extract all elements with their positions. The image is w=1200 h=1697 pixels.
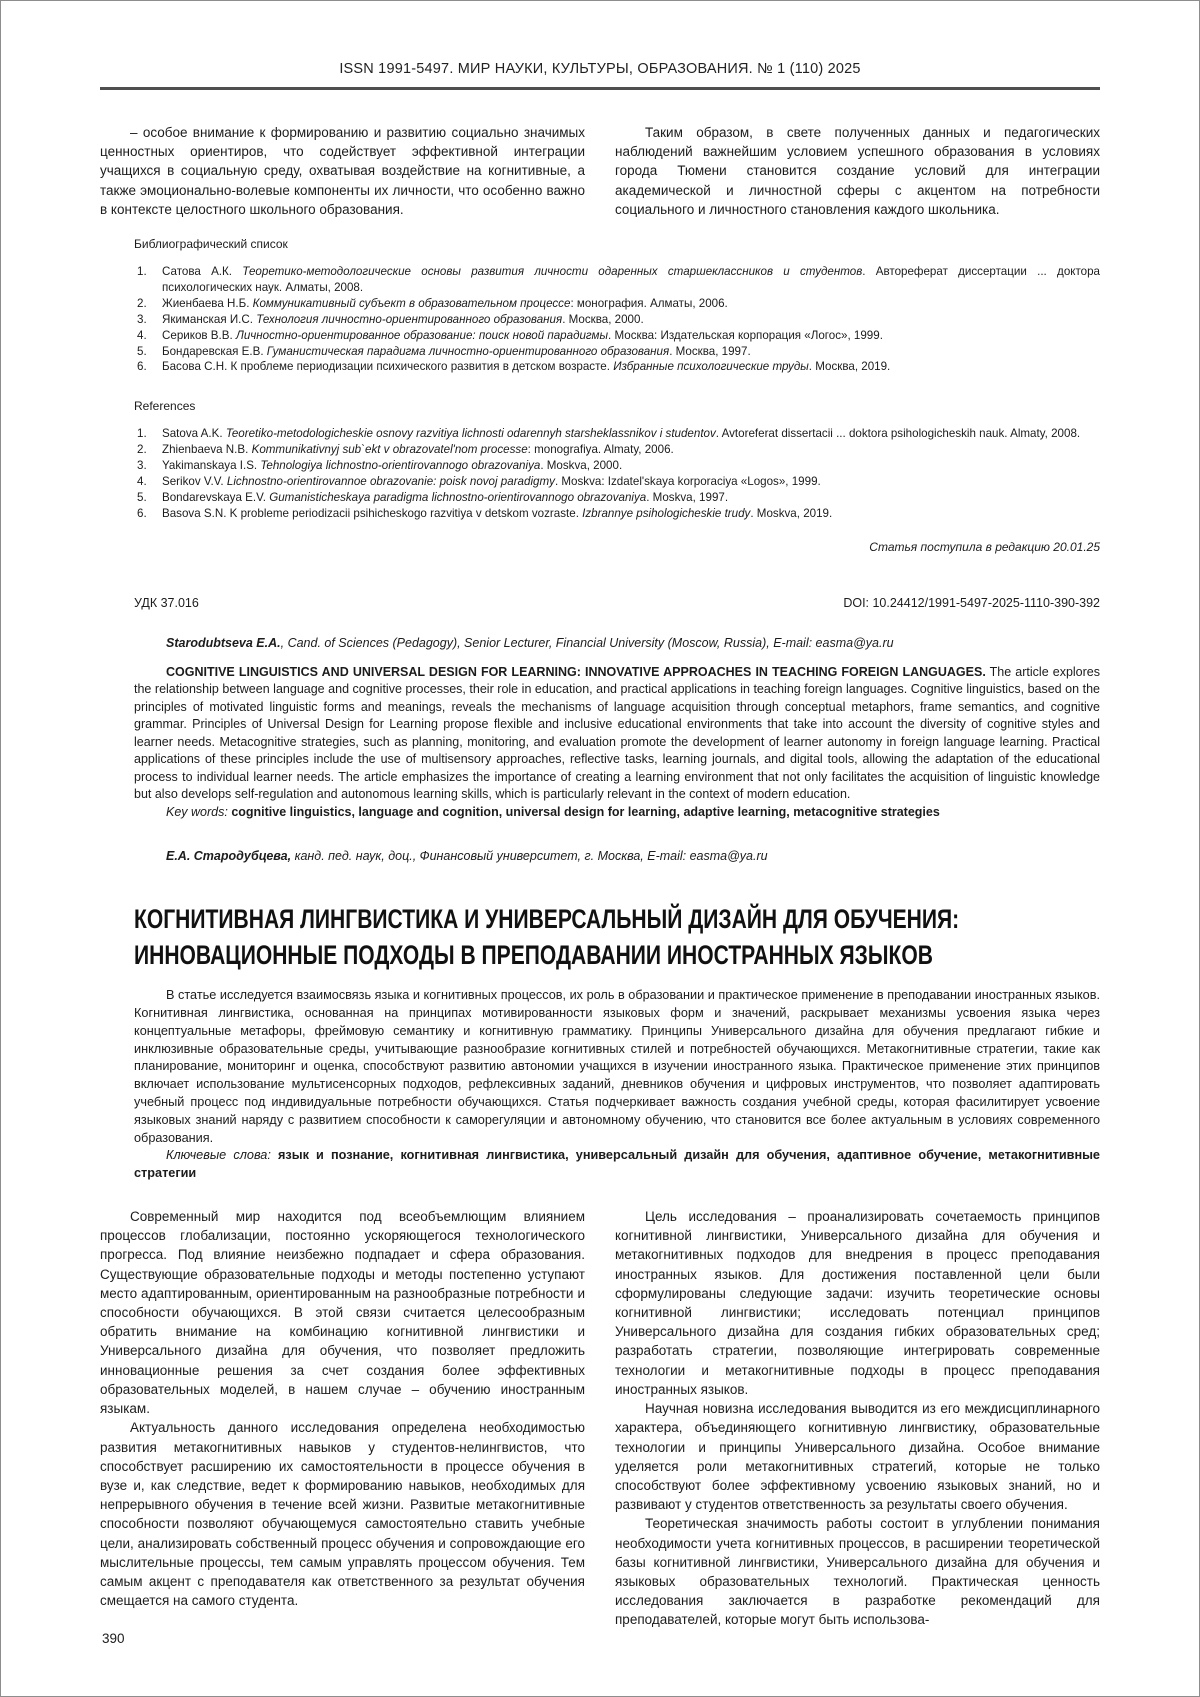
reference-item: Жиенбаева Н.Б. Коммуникативный субъект в образовательном процессе: монография. Алматы, 2006.	[162, 296, 728, 310]
abstract-en-title: COGNITIVE LINGUISTICS AND UNIVERSAL DESIGN FOR LEARNING: INNOVATIVE APPROACHES IN TEACHING FOREIGN LANGUAGES.	[166, 664, 986, 679]
article-title	[134, 901, 1100, 973]
body-left-column	[100, 1207, 585, 1629]
reference-item: Сатова А.К. Теоретико-методологические основы развития личности одаренных старшеклассников и студентов. Автореферат диссертации ... доктора психологических наук. Алматы, 2008.	[162, 265, 1100, 294]
reference-item: Bondarevskaya E.V. Gumanisticheskaya paradigma lichnostno-orientirovannogo obrazovaniya. Moskva, 1997.	[162, 490, 729, 504]
keywords-en-label: Key words:	[166, 804, 228, 819]
keywords-ru	[134, 1147, 1100, 1183]
keywords-en-text: cognitive linguistics, language and cognition, universal design for learning, adaptive learning, metacognitive strategies	[227, 804, 940, 819]
bibliography-title: Библиографический список	[134, 237, 288, 252]
intro-right-paragraph: Таким образом, в свете полученных данных и педагогических наблюдений важнейшим условием успешного образования в условиях города Тюмени становится создание условий для интеграции академической и личностной сферы с акцентом на потребности социального и личностного становления каждого школьника.	[615, 125, 1100, 217]
keywords-en	[134, 804, 1100, 822]
intro-section	[100, 123, 1100, 219]
author-name-en: Starodubtseva E.A.	[166, 635, 281, 650]
reference-item: Yakimanskaya I.S. Tehnologiya lichnostno-orientirovannogo obrazovaniya. Moskva, 2000.	[162, 459, 623, 473]
received-note: Статья поступила в редакцию 20.01.25	[869, 539, 1100, 554]
journal-header: ISSN 1991-5497. МИР НАУКИ, КУЛЬТУРЫ, ОБРАЗОВАНИЯ. № 1 (110) 2025	[339, 61, 861, 77]
intro-left-column	[100, 123, 585, 219]
body-paragraph: Научная новизна исследования выводится из его междисциплинарного характера, объединяющего когнитивную лингвистику, образовательные технологии и принципы Универсального дизайна. Особое внимание уделяется роли метакогнитивных стратегий, которые не только способствуют более эффективному усвоению языковых знаний, но и развивают у студентов ответственность за результаты своего обучения.	[615, 1401, 1100, 1513]
reference-item: Басова С.Н. К проблеме периодизации психического развития в детском возрасте. Избранные психологические труды. Москва, 2019.	[162, 360, 891, 374]
udc-label: УДК 37.016	[134, 595, 199, 610]
article-title-line-1: КОГНИТИВНАЯ ЛИНГВИСТИКА И УНИВЕРСАЛЬНЫЙ ДИЗАЙН ДЛЯ ОБУЧЕНИЯ:	[134, 904, 960, 935]
intro-left-paragraph: – особое внимание к формированию и развитию социально значимых ценностных ориентиров, что содействует эффективной интеграции учащихся в социальную среду, охватывая воздействие на когнитивные, а также эмоционально-волевые компоненты их личности, что особенно важно в контексте целостного школьного образования.	[100, 125, 585, 217]
author-name-ru: Е.А. Стародубцева,	[166, 849, 292, 864]
reference-item: Satova A.K. Teoretiko-metodologicheskie osnovy razvitiya lichnosti odarennyh starsheklassnikov i studentov. Avtoreferat dissertacii ... doktora psihologicheskih nauk. Almaty, 2008.	[162, 427, 1081, 441]
author-affiliation-ru: канд. пед. наук, доц., Финансовый университет, г. Москва, E-mail: easma@ya.ru	[291, 849, 768, 864]
author-affiliation-en: , Cand. of Sciences (Pedagogy), Senior Lecturer, Financial University (Moscow, Russia), E-mail: easma@ya.ru	[280, 635, 894, 650]
references-title: References	[134, 399, 196, 414]
keywords-ru-label: Ключевые слова:	[166, 1148, 271, 1163]
body-paragraph: Теоретическая значимость работы состоит в углублении понимания необходимости учета когнитивных процессов, в расширении теоретической базы когнитивной лингвистики, Универсального дизайна для обучения и языковых образовательных технологий. Практическая ценность исследования заключается в разработке рекомендаций для преподавателей, которые могут быть использова-	[615, 1516, 1100, 1628]
header-rule	[100, 87, 1100, 90]
article-title-line-2: ИННОВАЦИОННЫЕ ПОДХОДЫ В ПРЕПОДАВАНИИ ИНОСТРАННЫХ ЯЗЫКОВ	[134, 940, 933, 971]
reference-item: Бондаревская Е.В. Гуманистическая парадигма личностно-ориентированного образования. Москва, 1997.	[162, 344, 751, 358]
abstract-en-text: The article explores the relationship between language and cognitive processes, their role in education, and practical applications in teaching foreign languages. Cognitive linguistics, based on the principles of motivated linguistic forms and meanings, reveals the mechanisms of language acquisition through conceptual metaphors, frame semantics, and cognitive grammar. Principles of Universal Design for Learning propose flexible and inclusive educational environments that take into account the diversity of cognitive styles and learner needs. Metacognitive strategies, such as planning, monitoring, and evaluation promote the development of learner autonomy in foreign language learning. Practical applications of these principles include the use of multisensory approaches, reflective tasks, learning journals, and digital tools, allowing the adaptation of the educational process to individual learner needs. The article emphasizes the importance of creating a learning environment that not only facilitates the acquisition of linguistic knowledge but also develops self-regulation and autonomous learning skills, which is particularly relevant in the context of modern education.	[134, 664, 1100, 802]
page-number: 390	[102, 1631, 125, 1646]
author-line-ru	[134, 849, 1100, 863]
reference-item: Basova S.N. K probleme periodizacii psihicheskogo razvitiya v detskom vozraste. Izbrannye psihologicheskie trudy. Moskva, 2019.	[162, 506, 833, 520]
body-paragraph: Актуальность данного исследования определена необходимостью развития метакогнитивных навыков у студентов-нелингвистов, что способствует расширению их самостоятельности в процессе обучения в вузе и, как следствие, ведет к формированию навыков, необходимых для непрерывного обучения в течение всей жизни. Развитые метакогнитивные способности позволяют обучающемуся самостоятельно ставить учебные цели, анализировать собственный процесс обучения и сопровождающие его мыслительные процессы, тем самым управлять процессом обучения. Тем самым акцент с преподавателя как ответственного за результат обучения смещается на самого студента.	[100, 1420, 585, 1609]
references-list	[134, 426, 1100, 521]
author-line-en	[134, 636, 1100, 650]
body-right-column	[615, 1207, 1100, 1629]
reference-item: Zhienbaeva N.B. Kommunikativnyj sub`ekt v obrazovatel'nom processe: monografiya. Almaty, 2006.	[162, 443, 674, 457]
abstract-ru: В статье исследуется взаимосвязь языка и когнитивных процессов, их роль в образовании и практическое применение в преподавании иностранных языков. Когнитивная лингвистика, основанная на принципах мотивированности языковых форм и значений, раскрывает механизмы усвоения языка через концептуальные метафоры, фреймовую семантику и когнитивную грамматику. Принципы Универсального дизайна для обучения предлагают гибкие и инклюзивные образовательные среды, учитывающие разнообразие когнитивных стилей и потребностей обучающихся. Метакогнитивные стратегии, такие как планирование, мониторинг и оценка, способствуют развитию автономии учащихся в изучении иностранного языка. Практическое применение этих принципов включает использование мультисенсорных подходов, рефлексивных заданий, дневников обучения и цифровых инструментов, что позволяет адаптировать учебный процесс под индивидуальные потребности обучающихся. Статья подчеркивает важность создания учебной среды, которая фасилитирует усвоение языковых знаний наряду с развитием способности к саморегуляции и автономному обучению, что становится все более актуальным в условиях современного образования.	[134, 988, 1100, 1145]
bibliography-list	[134, 264, 1100, 375]
body-paragraph: Цель исследования – проанализировать сочетаемость принципов когнитивной лингвистики, Универсального дизайна для обучения и метакогнитивных подходов для внедрения в процесс преподавания иностранных языков. Для достижения поставленной цели были сформулированы следующие задачи: изучить теоретические основы когнитивной лингвистики; исследовать потенциал принципов Универсального дизайна для создания гибких образовательных сред; разработать стратегии, позволяющие интегрировать современные технологии и метакогнитивные подходы в процесс преподавания иностранных языков.	[615, 1209, 1100, 1397]
keywords-ru-text: язык и познание, когнитивная лингвистика, универсальный дизайн для обучения, адаптивное обучение, метакогнитивные стратегии	[134, 1148, 1100, 1181]
body-section	[100, 1207, 1100, 1629]
abstract-en	[134, 664, 1100, 804]
reference-item: Якиманская И.С. Технология личностно-ориентированного образования. Москва, 2000.	[162, 312, 644, 326]
reference-item: Сериков В.В. Личностно-ориентированное образование: поиск новой парадигмы. Москва: Издательская корпорация «Логос», 1999.	[162, 328, 883, 342]
body-paragraph: Современный мир находится под всеобъемлющим влиянием процессов глобализации, постоянно ускоряющегося технологического прогресса. Под влияние неизбежно подпадает и сфера образования. Существующие образовательные подходы и методы постепенно уступают место адаптированным, ориентированным на разнообразные потребности и способности обучающихся. В этой связи считается целесообразным обратить внимание на комбинацию когнитивной лингвистики и Универсального дизайна для обучения, что позволяет предложить инновационные решения за счет создания более эффективных образовательных моделей, в нашем случае – обучению иностранным языкам.	[100, 1209, 585, 1417]
meta-row	[134, 596, 1100, 610]
reference-item: Serikov V.V. Lichnostno-orientirovannoe obrazovanie: poisk novoj paradigmy. Moskva: Izdatel'skaya korporaciya «Logos», 1999.	[162, 475, 821, 489]
intro-right-column	[615, 123, 1100, 219]
doi-label: DOI: 10.24412/1991-5497-2025-1110-390-392	[843, 595, 1100, 610]
